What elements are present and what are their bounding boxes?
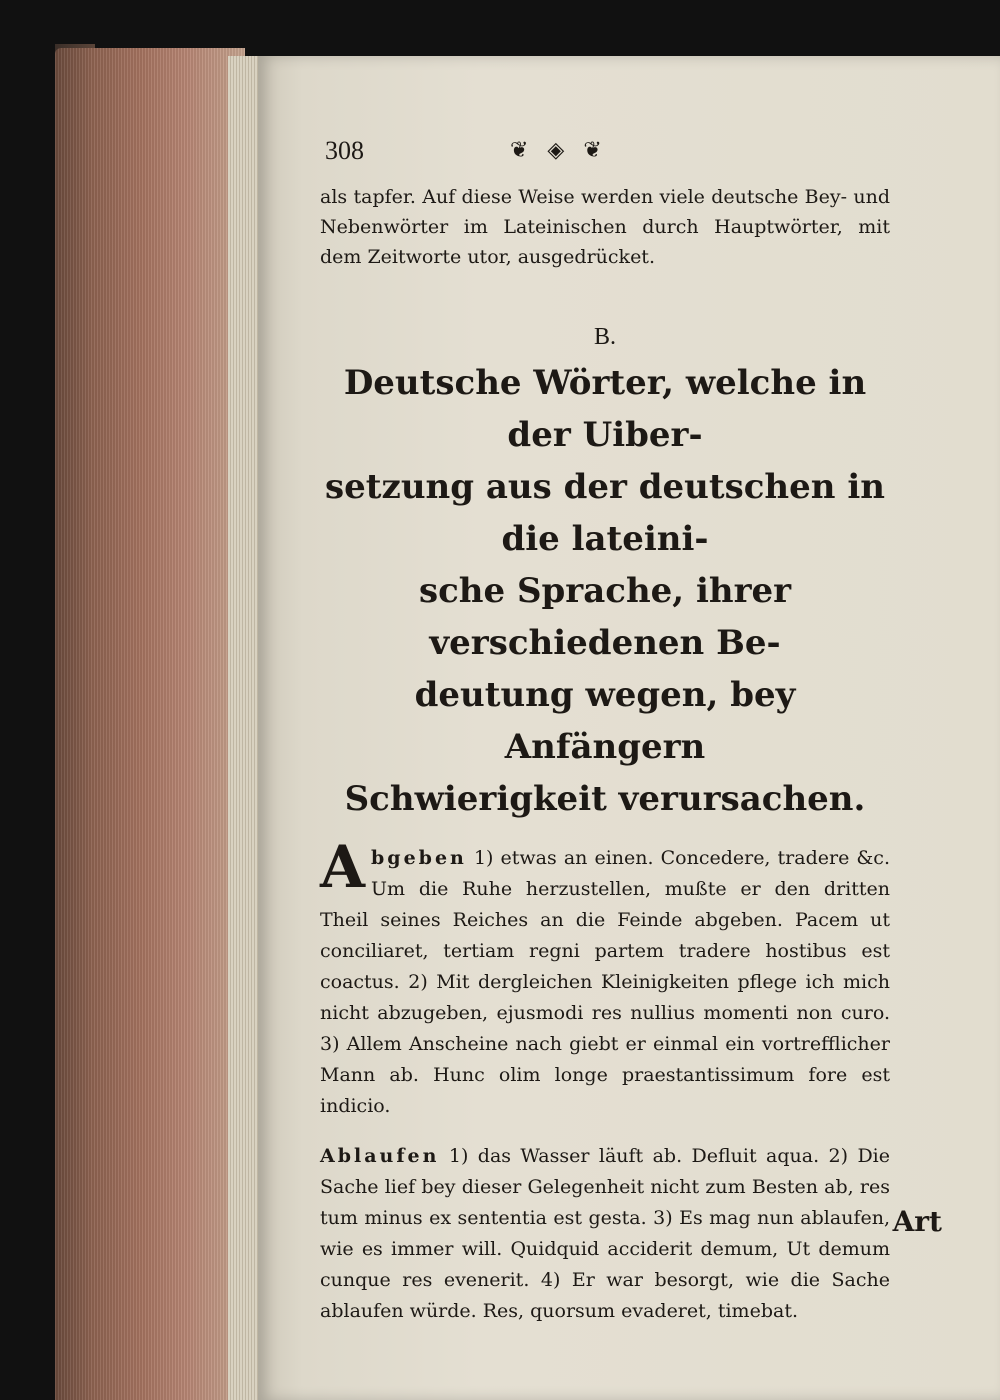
dictionary-entry bbox=[320, 1141, 890, 1327]
section-title-line: deutung wegen, bey Anfängern bbox=[414, 675, 796, 767]
intro-paragraph: als tapfer. Auf diese Weise werden viele deutsche Bey- und Nebenwörter im Lateinischen durch Hauptwörter, mit dem Zeitworte utor, ausgedrücket. bbox=[320, 186, 890, 268]
entry-headword: bgeben bbox=[371, 847, 467, 869]
section-title-line: sche Sprache, ihrer verschiedenen Be- bbox=[418, 571, 792, 663]
section-letter: B. bbox=[593, 324, 616, 350]
header-ornament: ❦ ◈ ❦ bbox=[510, 138, 608, 163]
dictionary-entry bbox=[320, 833, 890, 1122]
entry-text: 1) das Wasser läuft ab. Defluit aqua. 2) Die Sache lief bey dieser Gelegenheit nicht zum Besten ab, res tum minus ex sententia est gesta. 3) Es mag nun ablaufen, wie es immer will. Quidquid acciderit demum, Ut demum cunque res evenerit. 4) Er war besorgt, wie die Sache ablaufen würde. Res, quorsum evaderet, timebat. bbox=[320, 1145, 890, 1322]
entry-headword: Ablaufen bbox=[320, 1145, 440, 1167]
entry-text: 1) etwas an einen. Concedere, tradere &c. Um die Ruhe herzustellen, mußte er den dritten Theil seines Reiches an die Feinde abgeben. Pacem ut conciliaret, tertiam regni partem tradere hostibus est coactus. 2) Mit dergleichen Kleinigkeiten pflege ich mich nicht abzugeben, ejusmodi res nullius momenti non curo. 3) Allem Anscheine nach giebt er einmal ein vortrefflicher Mann ab. Hunc olim longe praestantissimum fore est indicio. bbox=[320, 847, 890, 1117]
page-header bbox=[320, 126, 890, 170]
section-title bbox=[320, 357, 890, 825]
book-page-edges bbox=[55, 48, 245, 1400]
section-title-line: Schwierigkeit verursachen. bbox=[344, 779, 866, 819]
section-title-line: setzung aus der deutschen in die lateini- bbox=[325, 467, 885, 559]
drop-cap: A bbox=[320, 833, 366, 901]
catchword: Art bbox=[892, 1205, 942, 1238]
page-number: 308 bbox=[325, 136, 364, 165]
page-content bbox=[320, 126, 890, 1346]
section-title-line: Deutsche Wörter, welche in der Uiber- bbox=[343, 363, 867, 455]
book-page bbox=[258, 56, 1000, 1400]
